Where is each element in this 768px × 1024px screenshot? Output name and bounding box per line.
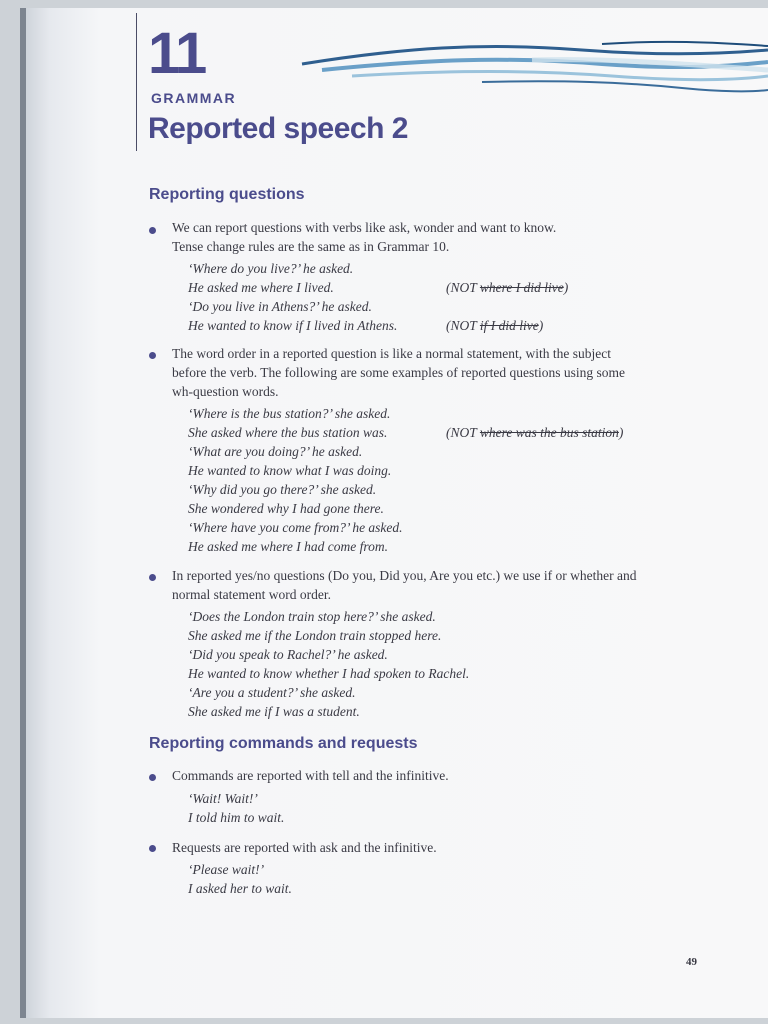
rule-paragraph bbox=[172, 218, 692, 256]
not-prefix: (NOT bbox=[446, 318, 480, 333]
example-line: She asked where the bus station was. bbox=[188, 425, 388, 440]
example-line: ‘Wait! Wait!’ bbox=[188, 791, 258, 806]
example-block bbox=[188, 259, 648, 335]
example-line: ‘Did you speak to Rachel?’ he asked. bbox=[188, 647, 388, 662]
example-line: He asked me where I had come from. bbox=[188, 539, 388, 554]
not-prefix: (NOT bbox=[446, 280, 480, 295]
not-suffix: ) bbox=[618, 425, 624, 440]
unit-kicker: GRAMMAR bbox=[151, 90, 237, 106]
rule-paragraph bbox=[172, 344, 692, 401]
paragraph-line: In reported yes/no questions (Do you, Did you, Are you etc.) we use if or whether and bbox=[172, 568, 637, 583]
example-line: ‘Where do you live?’ he asked. bbox=[188, 261, 354, 276]
not-note bbox=[446, 278, 568, 297]
example-line: ‘Are you a student?’ she asked. bbox=[188, 685, 356, 700]
struck-text: where was the bus station bbox=[479, 425, 619, 440]
paragraph-line: The word order in a reported question is like a normal statement, with the subject bbox=[172, 346, 612, 361]
paragraph-line: We can report questions with verbs like ask, wonder and want to know. bbox=[172, 220, 557, 235]
wave-banner-graphic bbox=[282, 30, 768, 102]
example-line: She asked me if the London train stopped here. bbox=[188, 628, 442, 643]
not-prefix: (NOT bbox=[446, 425, 480, 440]
unit-number: 11 bbox=[148, 21, 206, 86]
page-number: 49 bbox=[686, 956, 697, 968]
paragraph-line: normal statement word order. bbox=[172, 587, 331, 602]
bullet-icon bbox=[149, 352, 156, 359]
bullet-icon bbox=[149, 774, 156, 781]
bullet-icon bbox=[149, 574, 156, 581]
example-line: He wanted to know if I lived in Athens. bbox=[188, 318, 398, 333]
rule-paragraph bbox=[172, 566, 692, 604]
section-heading-questions: Reporting questions bbox=[149, 186, 305, 203]
example-line: ‘What are you doing?’ he asked. bbox=[188, 444, 363, 459]
example-block bbox=[188, 789, 648, 827]
book-page bbox=[20, 8, 768, 1018]
not-note bbox=[446, 316, 543, 335]
not-suffix: ) bbox=[538, 318, 544, 333]
not-suffix: ) bbox=[563, 280, 569, 295]
page-title: Reported speech 2 bbox=[148, 112, 408, 145]
example-line: She asked me if I was a student. bbox=[188, 704, 360, 719]
example-line: ‘Where is the bus station?’ she asked. bbox=[188, 406, 391, 421]
example-line: ‘Where have you come from?’ he asked. bbox=[188, 520, 403, 535]
example-line: She wondered why I had gone there. bbox=[188, 501, 384, 516]
example-line: ‘Does the London train stop here?’ she asked. bbox=[188, 609, 436, 624]
example-line: I asked her to wait. bbox=[188, 881, 292, 896]
bullet-icon bbox=[149, 845, 156, 852]
rule-paragraph: Commands are reported with tell and the infinitive. bbox=[172, 768, 449, 783]
example-line: I told him to wait. bbox=[188, 810, 285, 825]
not-note bbox=[446, 423, 623, 442]
example-line: He asked me where I lived. bbox=[188, 280, 334, 295]
example-line: He wanted to know whether I had spoken to Rachel. bbox=[188, 666, 470, 681]
header-rule bbox=[136, 13, 137, 151]
paragraph-line: wh-question words. bbox=[172, 384, 279, 399]
paragraph-line: Tense change rules are the same as in Grammar 10. bbox=[172, 239, 450, 254]
paragraph-line: before the verb. The following are some examples of reported questions using some bbox=[172, 365, 626, 380]
rule-paragraph: Requests are reported with ask and the infinitive. bbox=[172, 840, 437, 855]
struck-text: where I did live bbox=[479, 280, 564, 295]
bullet-icon bbox=[149, 227, 156, 234]
example-block bbox=[188, 607, 648, 721]
example-line: ‘Do you live in Athens?’ he asked. bbox=[188, 299, 372, 314]
example-line: He wanted to know what I was doing. bbox=[188, 463, 392, 478]
struck-text: if I did live bbox=[479, 318, 539, 333]
section-heading-commands: Reporting commands and requests bbox=[149, 735, 418, 752]
example-line: ‘Why did you go there?’ she asked. bbox=[188, 482, 377, 497]
example-block bbox=[188, 860, 648, 898]
example-line: ‘Please wait!’ bbox=[188, 862, 265, 877]
